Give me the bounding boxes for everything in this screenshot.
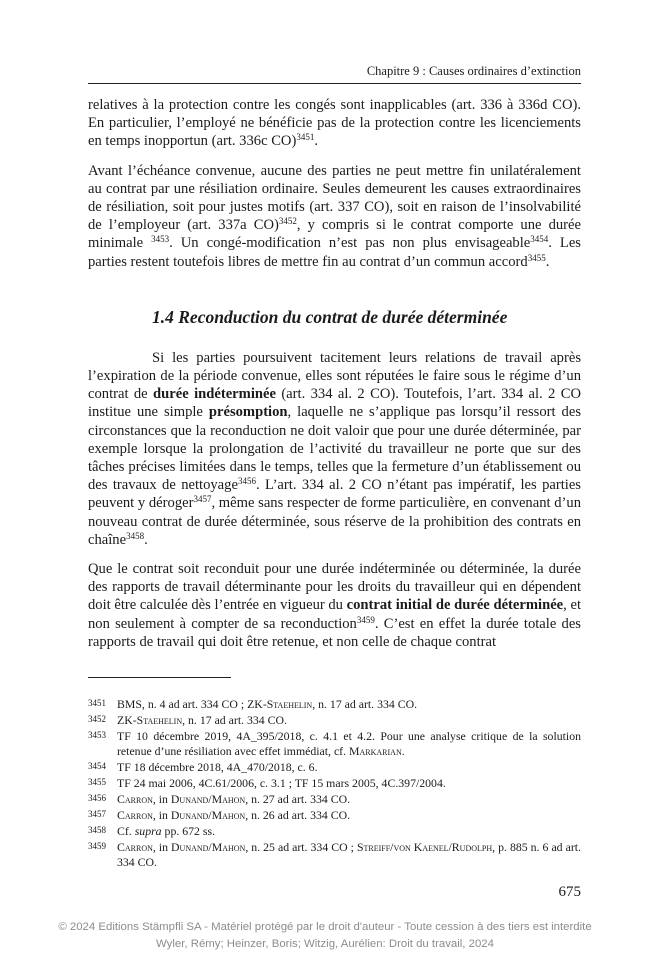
footnotes: [88, 697, 581, 871]
footnote: [88, 697, 581, 712]
section-heading: 1.4 Reconduction du contrat de durée déterminée: [152, 306, 508, 327]
footnote-number: 3456: [88, 793, 106, 804]
book-citation: Wyler, Rémy; Heinzer, Boris; Witzig, Aurélien: Droit du travail, 2024: [156, 938, 494, 950]
footnote-ref: 3451: [296, 132, 315, 143]
footnote-text: BMS, n. 4 ad art. 334 CO ; ZK-Staehelin, n. 17 ad art. 334 CO.: [117, 697, 418, 711]
author-name: Streiff/von Kaenel/Rudolph: [356, 840, 493, 855]
copyright-footer: [0, 919, 650, 953]
footnote-ref: 3454: [530, 234, 549, 245]
paragraph: relatives à la protection contre les congés sont inapplicables (art. 336 à 336d CO). En particulier, l’employé ne bénéficie pas de la protection contre les licenciements en temps inopportun (art. 336c CO)$^{3451}$.: [88, 97, 581, 150]
copyright-notice: © 2024 Editions Stämpfli SA - Matériel protégé par le droit d'auteur - Toute cession à des tiers est interdite: [58, 921, 592, 933]
footnote-number: 3455: [88, 776, 106, 787]
footnote-text: TF 18 décembre 2018, 4A_470/2018, c. 6.: [117, 759, 318, 774]
page-number: 675: [558, 884, 581, 900]
footnote-ref: 3457: [193, 494, 212, 505]
footnote-text: ZK-Staehelin, n. 17 ad art. 334 CO.: [117, 713, 287, 728]
paragraph: Si les parties poursuivent tacitement leurs relations de travail après l’expiration de la période convenue, elles sont réputées le faire sous le régime d’un contrat de durée indéterminée (art. 334 al. 2 CO). Toutefois, l’art. 334 al. 2 CO institue une simple présomption, laquelle ne s’applique pas lorsqu’il ressort des circonstances que la reconduction ne doit valoir que pour une durée déterminée, par exemple lorsque la prolongation de l’activité du travailleur ne porte que sur des tâches précises limitées dans le temps, telles que la fermeture d’un établissement ou des travaux de nettoyage$^{3456}$. L’art. 334 al. 2 CO n’étant pas impératif, les parties peuvent y déroger$^{3457}$, même sans respecter de forme particulière, en convenant d’un nouveau contrat de durée déterminée, sous réserve de la prohibition des contrats en chaîne$^{3458}$.: [88, 349, 582, 548]
author-name: Markarian: [349, 743, 402, 758]
footnote-ref: 3455: [527, 252, 546, 263]
footnote-ref: 3456: [237, 476, 256, 487]
footnote-number: 3451: [88, 698, 106, 708]
author-name: Carron: [117, 840, 153, 855]
footnote-number: 3459: [88, 841, 106, 852]
footnote: [88, 824, 581, 839]
paragraph: Avant l’échéance convenue, aucune des parties ne peut mettre fin unilatéralement au contrat par une résiliation ordinaire. Seules demeurent les causes extraordinaires de résiliation, soit pour justes motifs (art. 337 CO), soit en raison de l’insolvabilité de l’employeur (art. 337a CO)$^{3452}$, y compris si le contrat comporte une durée minimale $^{3453}$. Un congé-modification n’est pas non plus envisageable$^{3454}$. Les parties restent toutefois libres de mettre fin au contrat d’un commun accord$^{3455}$.: [88, 162, 581, 270]
emphasis-bold: présomption: [208, 404, 288, 421]
paragraph: Que le contrat soit reconduit pour une durée indéterminée ou déterminée, la durée des rapports de travail déterminante pour les droits du travailleur qui en dépendent doit être calculée dès l’entrée en vigueur du contrat initial de durée déterminée, et non seulement à compter de sa reconduction$^{3459}$. C’est en effet la durée totale des rapports de travail qui doit être retenue, et non celle de chaque contrat: [88, 561, 582, 650]
footnote-text: Carron, in Dunand/Mahon, n. 27 ad art. 334 CO.: [117, 792, 351, 807]
author-name: Carron: [117, 808, 153, 823]
footnote-text: TF 24 mai 2006, 4C.61/2006, c. 3.1 ; TF 15 mars 2005, 4C.397/2004.: [117, 775, 446, 790]
footnote-number: 3458: [88, 825, 106, 836]
footnote: [88, 729, 581, 758]
main-text: [88, 96, 581, 662]
author-name: Carron: [117, 792, 153, 807]
emphasis-bold: durée indéterminée: [153, 386, 276, 403]
author-name: Staehelin: [266, 697, 313, 711]
footnote-text: Carron, in Dunand/Mahon, n. 25 ad art. 334 CO ; Streiff/von Kaenel/Rudolph, p. 885 n. 6 ad art. 334 CO.: [117, 840, 581, 869]
footnote-ref: 3453: [151, 234, 170, 245]
running-head: Chapitre 9 : Causes ordinaires d’extinction: [88, 64, 581, 84]
footnote-number: 3457: [88, 809, 106, 820]
footnote-ref: 3452: [278, 216, 297, 227]
author-name: Dunand/Mahon: [171, 840, 246, 855]
footnote: [88, 760, 581, 775]
author-name: Staehelin: [136, 713, 183, 728]
footnote-separator: [88, 677, 231, 678]
footnote-text: Cf. supra pp. 672 ss.: [117, 824, 216, 839]
footnote: [88, 792, 581, 807]
author-name: Dunand/Mahon: [170, 792, 246, 807]
footnote-ref: 3459: [356, 614, 375, 625]
footnote: [88, 713, 581, 728]
footnote-number: 3453: [88, 730, 106, 741]
author-name: Dunand/Mahon: [170, 808, 246, 823]
footnote-text: Carron, in Dunand/Mahon, n. 26 ad art. 334 CO.: [117, 808, 351, 823]
emphasis-bold: contrat initial de durée déterminée: [346, 597, 564, 614]
footnote-ref: 3458: [126, 530, 145, 541]
footnote-text: TF 10 décembre 2019, 4A_395/2018, c. 4.1 et 4.2. Pour une analyse critique de la solution retenue d’une résiliation avec effet immédiat, cf. Markarian.: [117, 729, 581, 758]
emphasis-italic: supra: [134, 824, 162, 839]
footnote-number: 3452: [88, 714, 106, 725]
footnote: [88, 808, 581, 823]
footnote: [88, 840, 581, 869]
footnote: [88, 776, 581, 791]
footnote-number: 3454: [88, 760, 106, 771]
